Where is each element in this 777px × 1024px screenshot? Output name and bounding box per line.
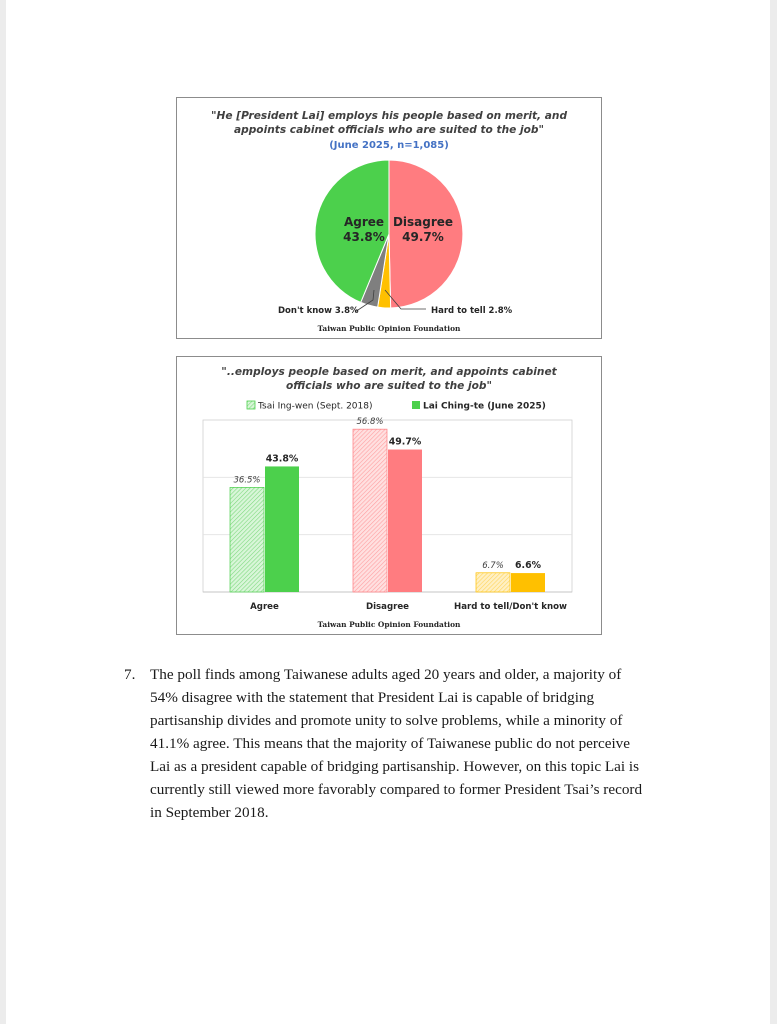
paragraph-line-2: 54% disagree with the statement that President Lai is capable of bridging [150, 689, 595, 706]
legend-swatch-lai [412, 401, 420, 409]
bar-chart-figure [176, 356, 602, 635]
pie-title-line1: "He [President Lai] employs his people based on merit, and [210, 110, 568, 122]
bar-source: Taiwan Public Opinion Foundation [317, 620, 461, 629]
value-label-tsai-disagree: 56.8% [356, 417, 384, 428]
value-label-lai-hard-to-tell-don-t-know: 6.6% [514, 560, 542, 572]
pie-title-line2: appoints cabinet officials who are suited to the job" [233, 124, 545, 136]
paragraph-line-5: Lai as a president capable of bridging partisanship. However, on this topic Lai is [150, 758, 640, 775]
value-label-lai-agree: 43.8% [265, 453, 299, 465]
bar-tsai-hard-to-tell-don-t-know [476, 573, 510, 592]
bar-tsai-disagree [353, 429, 387, 592]
category-label-agree: Agree [250, 602, 279, 612]
category-label-hard-to-tell-don-t-know: Hard to tell/Don't know [454, 602, 567, 612]
bar-lai-agree [265, 466, 299, 592]
paragraph-number: 7. [124, 666, 136, 683]
bar-chart-svg [177, 357, 601, 634]
paragraph-line-6: currently still viewed more favorably compared to former President Tsai’s record [150, 781, 643, 798]
legend-label-tsai: Tsai Ing-wen (Sept. 2018) [258, 401, 373, 412]
document-page [6, 0, 770, 1024]
legend-swatch-tsai [247, 401, 255, 409]
value-label-tsai-agree: 36.5% [233, 475, 261, 486]
pie-agree-value: 43.8% [343, 230, 385, 244]
pie-disagree-label: Disagree [392, 215, 454, 229]
legend-label-lai: Lai Ching-te (June 2025) [423, 401, 546, 412]
pie-chart-figure [176, 97, 602, 339]
bar-title-line1: "..employs people based on merit, and appoints cabinet [221, 366, 557, 378]
bar-lai-disagree [388, 450, 422, 592]
paragraph-line-7: in September 2018. [150, 804, 269, 821]
category-label-disagree: Disagree [365, 602, 410, 612]
value-label-lai-disagree: 49.7% [388, 436, 422, 448]
hard-to-tell-label: Hard to tell 2.8% [431, 306, 513, 316]
bar-lai-hard-to-tell-don-t-know [511, 573, 545, 592]
bar-tsai-agree [230, 487, 264, 592]
paragraph-line-4: 41.1% agree. This means that the majority of Taiwanese public do not perceive [150, 735, 631, 752]
paragraph-line-3: partisanship divides and promote unity to solve problems, while a minority of [150, 712, 623, 729]
bar-title-line2: officials who are suited to the job" [285, 380, 493, 392]
value-label-tsai-hard-to-tell-don-t-know: 6.7% [482, 560, 504, 571]
dont-know-label: Don't know 3.8% [278, 306, 359, 316]
paragraph-line-1: The poll finds among Taiwanese adults aged 20 years and older, a majority of [150, 666, 622, 683]
pie-agree-label: Agree [343, 215, 385, 229]
pie-disagree-value: 49.7% [402, 230, 444, 244]
pie-source: Taiwan Public Opinion Foundation [317, 324, 461, 333]
pie-chart-svg [177, 98, 601, 338]
pie-subtitle: (June 2025, n=1,085) [329, 140, 449, 151]
